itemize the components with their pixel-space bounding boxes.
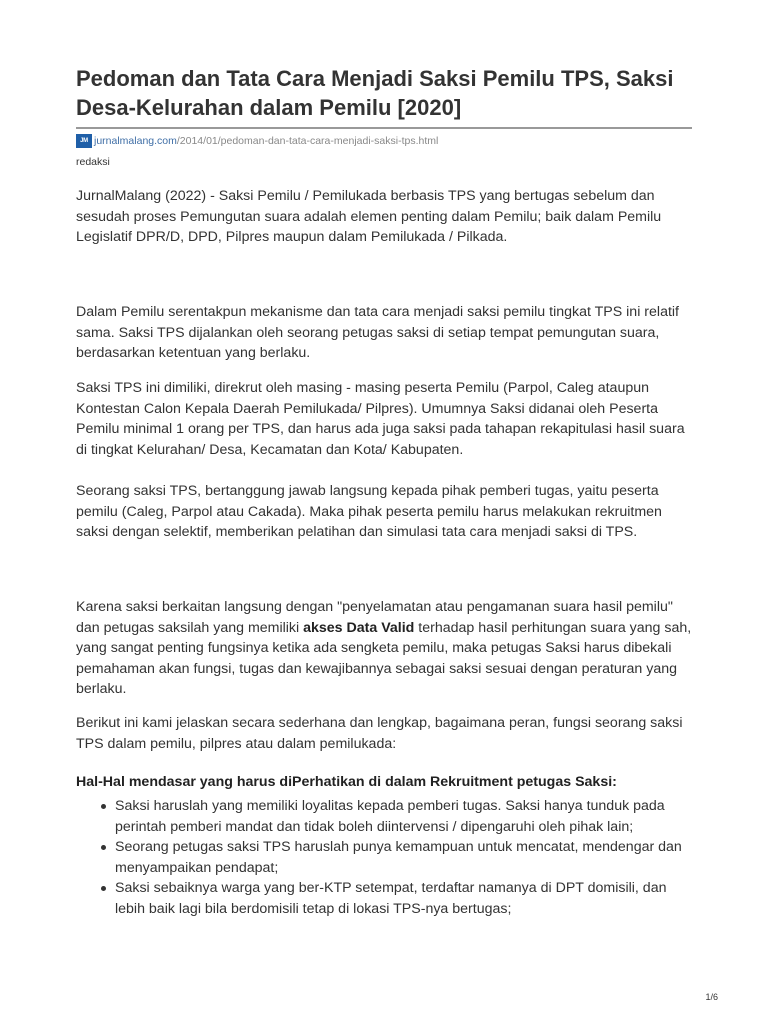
source-path[interactable]: /2014/01/pedoman-dan-tata-cara-menjadi-saksi-tps.html xyxy=(176,135,439,147)
paragraph-5-text-b: terhadap hasil perhitungan suara yang sah, yang sangat penting fungsinya ketika ada sengketa pemilu, maka petugas Saksi harus dibekali pemahaman akan fungsi, tugas dan kewajibannya sebagai saksi sesuai dengan peraturan yang berlaku. xyxy=(76,619,692,697)
page-indicator: 1/6 xyxy=(705,992,718,1002)
bullet-icon xyxy=(101,886,106,891)
source-line[interactable] xyxy=(76,133,438,149)
paragraph-1: JurnalMalang (2022) - Saksi Pemilu / Pemilukada berbasis TPS yang bertugas sebelum dan sesudah proses Pemungutan suara adalah elemen penting dalam Pemilu; baik dalam Pemilu Legislatif DPR/D, DPD, Pilpres maupun dalam Pemilukada / Pilkada. xyxy=(76,188,662,245)
article-title: Pedoman dan Tata Cara Menjadi Saksi Pemilu TPS, Saksi Desa-Kelurahan dalam Pemilu [2020] xyxy=(76,66,674,120)
list-item-text: Saksi haruslah yang memiliki loyalitas kepada pemberi tugas. Saksi hanya tunduk pada perintah pemberi mandat dan tidak boleh diintervensi / dipengaruhi oleh pihak lain; xyxy=(115,798,665,835)
author-name: redaksi xyxy=(76,156,110,168)
paragraph-6: Berikut ini kami jelaskan secara sederhana dan lengkap, bagaimana peran, fungsi seorang saksi TPS dalam pemilu, pilpres atau dalam pemilukada: xyxy=(76,715,683,752)
list-item xyxy=(76,878,694,919)
section-heading: Hal-Hal mendasar yang harus diPerhatikan di dalam Rekruitment petugas Saksi: xyxy=(76,774,617,790)
paragraph-4: Seorang saksi TPS, bertanggung jawab langsung kepada pihak pemberi tugas, yaitu peserta pemilu (Caleg, Parpol atau Cakada). Maka pihak peserta pemilu harus melakukan rekruitmen saksi dengan selektif, memberikan pelatihan dan simulasi tata cara menjadi saksi di TPS. xyxy=(76,483,662,540)
bullet-list xyxy=(76,796,694,919)
title-divider xyxy=(76,127,692,129)
list-item xyxy=(76,796,694,837)
list-item-text: Saksi sebaiknya warga yang ber-KTP setempat, terdaftar namanya di DPT domisili, dan lebih baik lagi bila berdomisili tetap di lokasi TPS-nya bertugas; xyxy=(115,880,667,917)
bullet-icon xyxy=(101,804,106,809)
bullet-icon xyxy=(101,845,106,850)
paragraph-3: Saksi TPS ini dimiliki, direkrut oleh masing - masing peserta Pemilu (Parpol, Caleg ataupun Kontestan Calon Kepala Daerah Pemilukada/ Pilpres). Umumnya Saksi didanai oleh Peserta Pemilu minimal 1 orang per TPS, dan harus ada juga saksi pada tahapan rekapitulasi hasil suara di tingkat Kelurahan/ Desa, Kecamatan dan Kota/ Kabupaten. xyxy=(76,380,685,458)
site-logo-icon: JM xyxy=(76,134,92,148)
paragraph-2: Dalam Pemilu serentakpun mekanisme dan tata cara menjadi saksi pemilu tingkat TPS ini relatif sama. Saksi TPS dijalankan oleh seorang petugas saksi di setiap tempat pemungutan suara, berdasarkan ketentuan yang berlaku. xyxy=(76,304,679,361)
list-item xyxy=(76,837,694,878)
list-item-text: Seorang petugas saksi TPS haruslah punya kemampuan untuk mencatat, mendengar dan menyampaikan pendapat; xyxy=(115,839,682,876)
paragraph-5-bold: akses Data Valid xyxy=(303,619,415,636)
paragraph-5-text-a: Karena saksi berkaitan langsung dengan "penyelamatan atau pengamanan suara hasil pemilu" dan petugas saksilah yang memiliki xyxy=(76,599,673,636)
source-domain[interactable]: jurnalmalang.com xyxy=(94,135,177,147)
paragraph-5 xyxy=(76,597,694,700)
